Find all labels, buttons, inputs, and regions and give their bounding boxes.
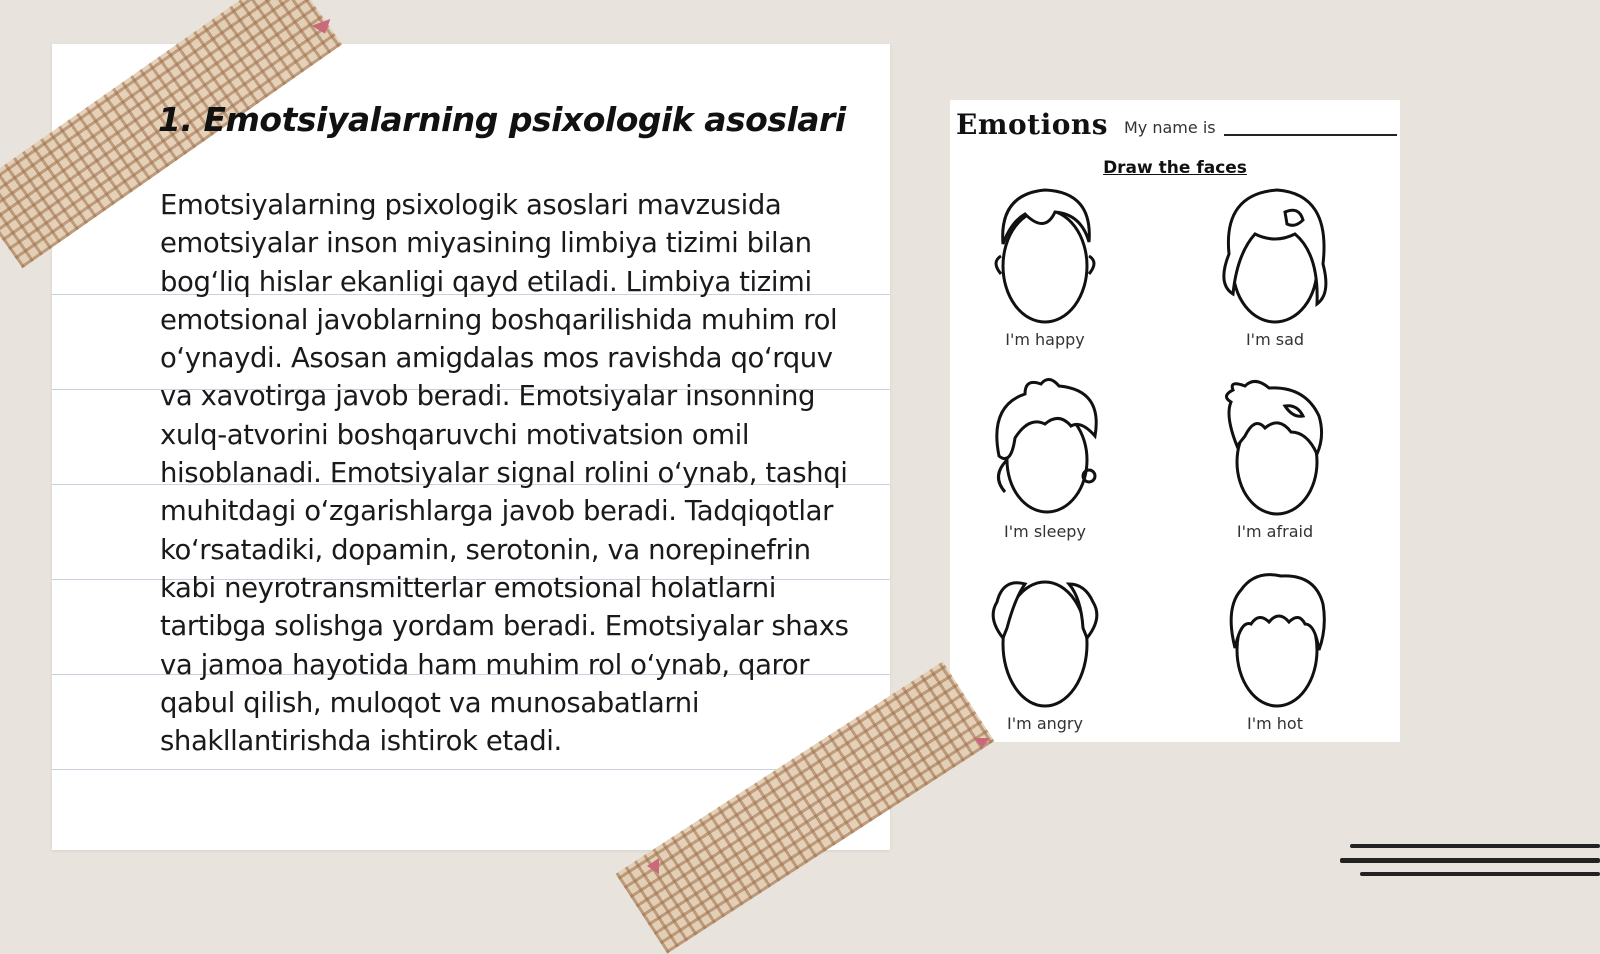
face-outline-icon [985, 568, 1105, 713]
face-outline-icon [1215, 184, 1335, 329]
face-outline-sad [1185, 184, 1365, 354]
pin-marker [974, 738, 990, 748]
worksheet-name-line [1224, 134, 1397, 136]
decorative-brush-lines [1340, 842, 1600, 892]
face-outline-afraid [1185, 376, 1365, 546]
worksheet-title: Emotions [956, 108, 1109, 141]
face-label: I'm angry [1007, 714, 1083, 733]
face-label: I'm hot [1247, 714, 1303, 733]
face-outline-angry [955, 568, 1135, 738]
face-label: I'm sleepy [1004, 522, 1086, 541]
face-label: I'm sad [1245, 330, 1305, 349]
face-label: I'm afraid [1236, 522, 1314, 541]
face-outline-happy [955, 184, 1135, 354]
ruled-line [52, 769, 890, 770]
face-outline-hot [1185, 568, 1365, 738]
pin-marker [647, 858, 659, 874]
worksheet-name-label: My name is [1124, 118, 1216, 137]
face-label: I'm happy [1005, 330, 1085, 349]
slide-title: 1. Emotsiyalarning psixologik asoslari [158, 100, 846, 139]
face-outline-icon [1215, 376, 1335, 521]
worksheet-subtitle: Draw the faces [1103, 158, 1247, 178]
face-outline-icon [985, 376, 1105, 521]
slide-body-text: Emotsiyalarning psixologik asoslari mavzusida emotsiyalar inson miyasining limbiya tizimi bilan bog‘liq hislar ekanligi qayd etiladi. Limbiya tizimi emotsional javoblarning boshqarilishida muhim rol o‘ynaydi. Asosan amigdalas mos ravishda qo‘rquv va xavotirga javob beradi. Emotsiyalar insonning xulq-atvorini boshqaruvchi motivatsion omil hisoblanadi. Emotsiyalar signal rolini o‘ynab, tashqi muhitdagi o‘zgarishlarga javob beradi. Tadqiqotlar ko‘rsatadiki, dopamin, serotonin, va norepinefrin kabi neyrotransmitterlar emotsional holatlarni tartibga solishga yordam beradi. Emotsiyalar shaxs va jamoa hayotida ham muhim rol o‘ynab, qaror qabul qilish, muloqot va munosabatlarni shakllantirishda ishtirok etadi. [160, 189, 849, 758]
face-outline-sleepy [955, 376, 1135, 546]
face-outline-icon [1215, 568, 1335, 713]
face-outline-icon [985, 184, 1105, 329]
emotions-worksheet-image [950, 100, 1400, 742]
